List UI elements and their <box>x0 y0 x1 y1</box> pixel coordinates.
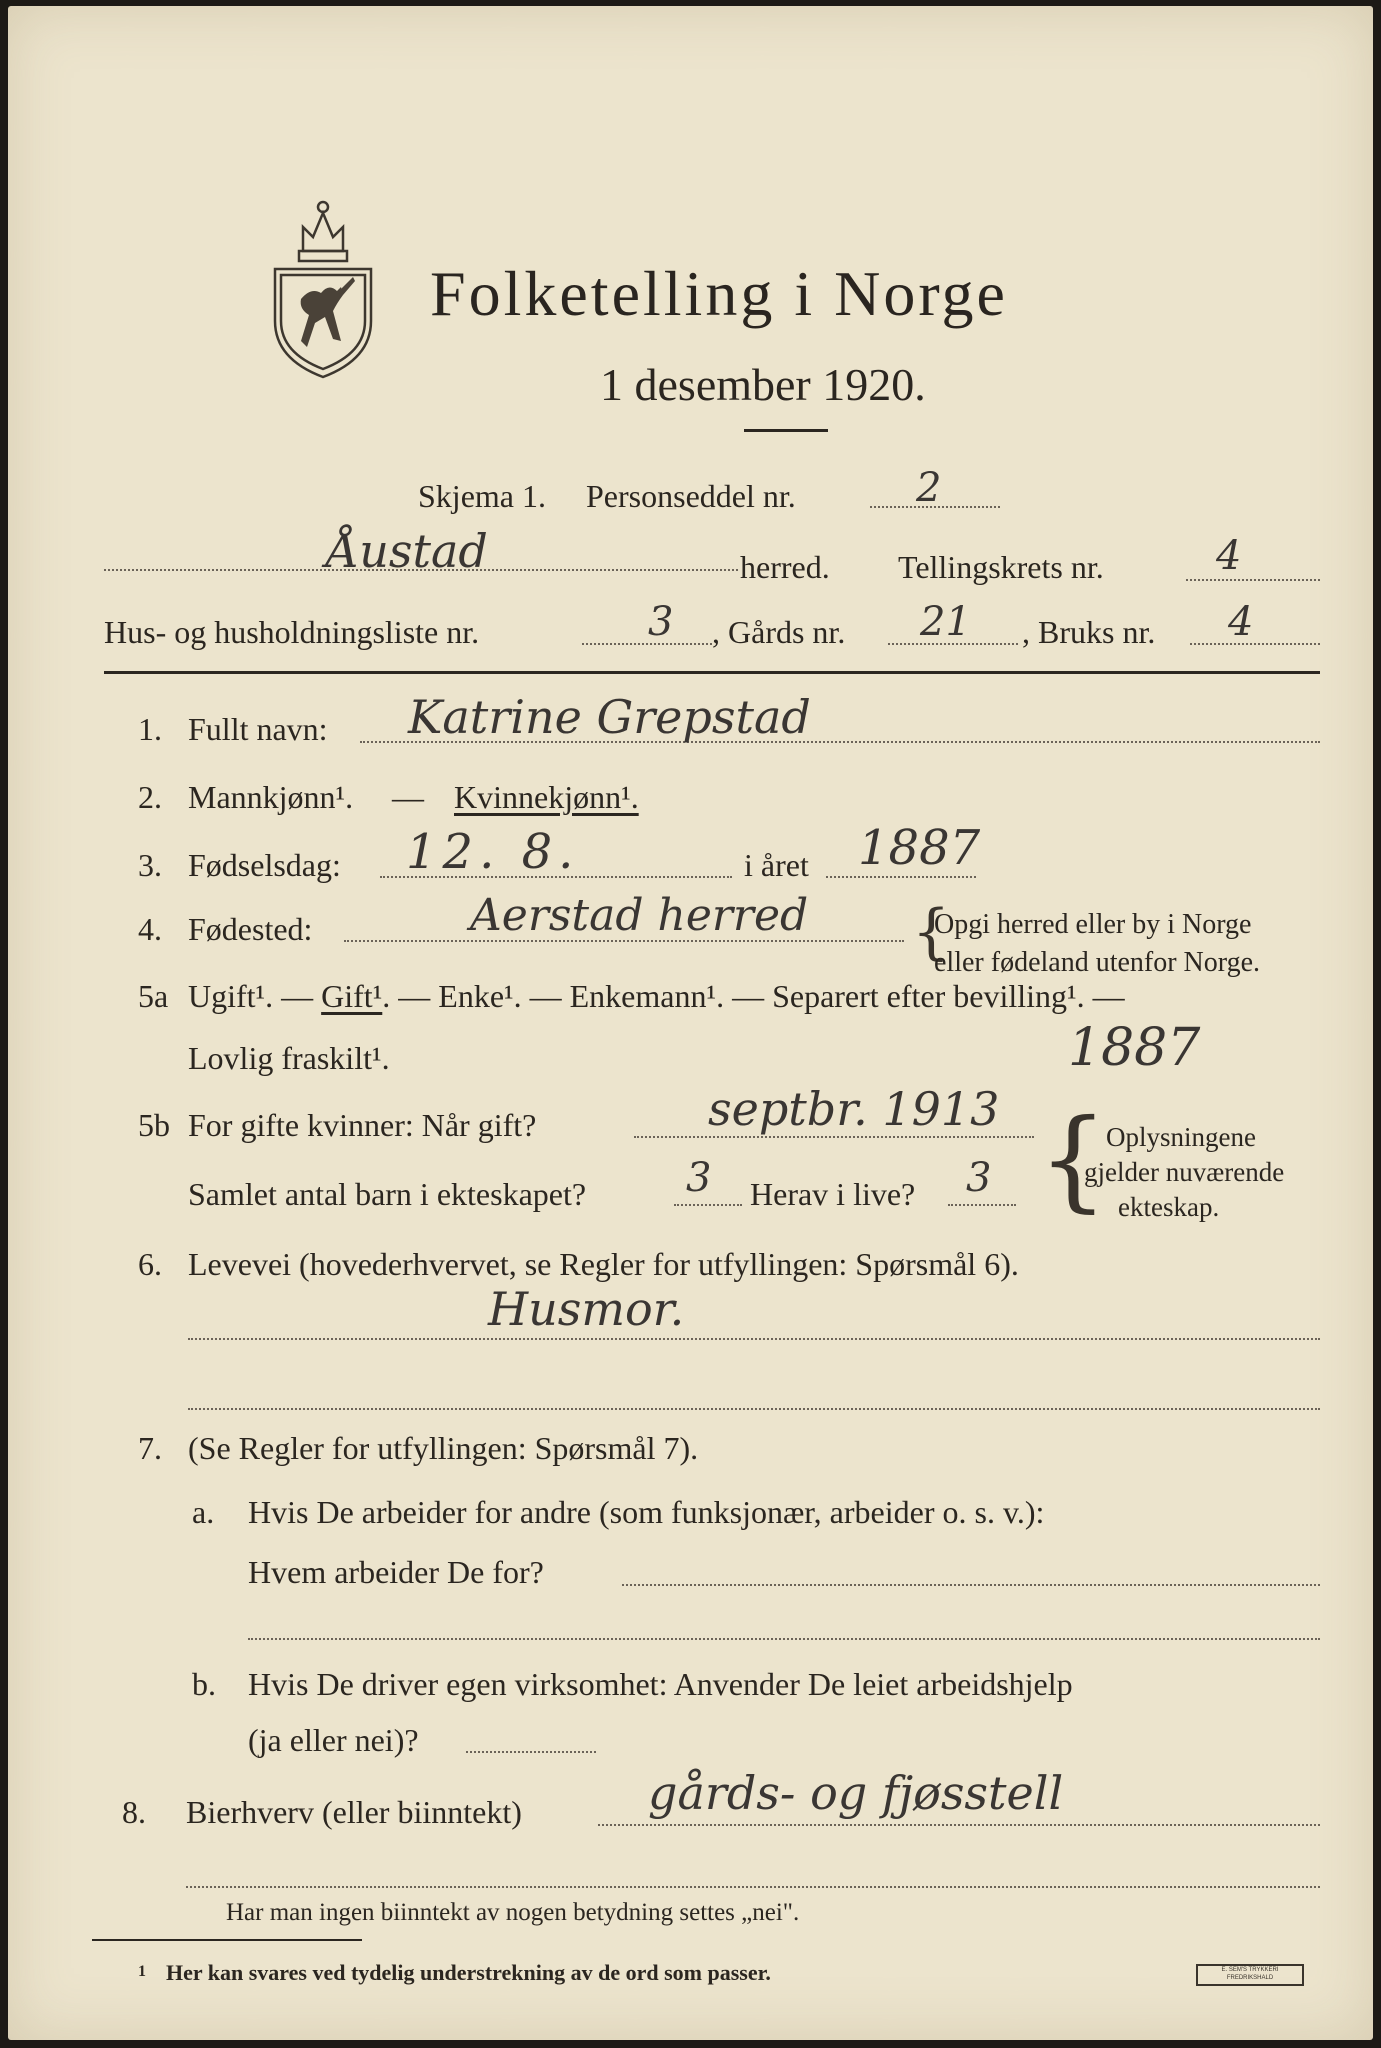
year-label: i året <box>744 847 809 883</box>
birthplace-note-line2: eller fødeland utenfor Norge. <box>934 947 1261 978</box>
census-form: Folketelling i Norge 1 desember 1920. Skjema 1. Personseddel nr. 2 Åustad herred. Tellingskrets nr. 4 Hus- og husholdningsliste nr. 3 , Gårds nr. 21 , Bruks nr. 4 1. Fullt navn: Katrine Grepstad 2. Mannkjønn¹. — Kvinnekjønn¹. 3. Fødselsdag: 12. 8. i året 1887 4. Fødested: Aerstad herred { Opgi herred eller by i Norge eller fødeland utenfor Norge. 5a Ugift¹. — Gift¹. — Enke¹. — Enkemann¹. — Separert efter bevilling¹. — Lovlig fraskilt¹. 1887 5b For gifte kvinner: Når gift? septbr. 1913 Samlet antal barn i ekteskapet? 3 Herav i live? 3 { Oplysningene gjelder nuværende ekteskap. 6. Levevei (hovederhvervet, se Regler for utfyllingen: Spørsmål 6). Husmor. 7. (Se Regler for utfyllingen: Spørsmål 7). a. Hvis De arbeider for andre (som funksjonær, arbeider o. s. v.): Hvem arbeider De for? b. Hvis De driver egen virksomhet: Anvender De leiet arbeidshjelp (ja eller nei)? 8. Bierhverv (eller biinntekt) gårds- og fjøsstell Har man ingen biinntekt av nogen betydning settes „nei". 1 Her kan svares ved tydelig understrekning av de ord som passer. E. SEM'S TRYKKERI FREDRIKSHALD <box>8 6 1373 2040</box>
q5b-number: 5b <box>138 1107 170 1143</box>
q2-number: 2. <box>138 779 162 815</box>
bruks-value: 4 <box>1228 599 1254 645</box>
q1-label: Fullt navn: <box>188 711 328 747</box>
gift-option-underlined: Gift¹ <box>321 978 383 1014</box>
civil-status-options: . — Enke¹. — Enkemann¹. — Separert efter bevilling¹. — <box>382 978 1125 1014</box>
q7-number: 7. <box>138 1430 162 1466</box>
form-title: Folketelling i Norge <box>430 258 1008 329</box>
census-date: 1 desember 1920. <box>600 359 926 410</box>
q8-number: 8. <box>122 1794 146 1830</box>
side-income-value: gårds- og fjøsstell <box>648 1766 1064 1820</box>
marriage-note-line2: gjelder nuværende <box>1084 1157 1285 1187</box>
marriage-note-line3: ekteskap. <box>1118 1192 1220 1222</box>
footnote-text: Her kan svares ved tydelig understrekning av de ord som passer. <box>166 1960 771 1985</box>
footnote-rule <box>92 1939 362 1941</box>
marriage-date-value: septbr. 1913 <box>708 1082 1000 1136</box>
side-income-label: Bierhverv (eller biinntekt) <box>186 1794 522 1830</box>
gards-label: , Gårds nr. <box>712 614 846 650</box>
q1-number: 1. <box>138 711 162 747</box>
male-option: Mannkjønn¹. <box>188 779 354 815</box>
birthdate-value: 12. 8. <box>406 824 580 880</box>
q7b-letter: b. <box>192 1666 216 1702</box>
q7-label: (Se Regler for utfyllingen: Spørsmål 7). <box>188 1430 699 1466</box>
marriage-note-line1: Oplysningene <box>1106 1122 1256 1152</box>
q6-number: 6. <box>138 1246 162 1282</box>
children-total-label: Samlet antal barn i ekteskapet? <box>188 1176 587 1212</box>
hired-help-label: (ja eller nei)? <box>248 1722 419 1758</box>
birthplace-label: Fødested: <box>188 911 313 947</box>
schema-label: Skjema 1. <box>418 478 546 514</box>
q4-number: 4. <box>138 911 162 947</box>
lovlig-fraskilt-option: Lovlig fraskilt¹. <box>188 1040 390 1076</box>
q7a-letter: a. <box>192 1494 215 1530</box>
q3-number: 3. <box>138 847 162 883</box>
female-option-underlined: Kvinnekjønn¹. <box>454 779 639 815</box>
occupation-label: Levevei (hovederhvervet, se Regler for utfyllingen: Spørsmål 6). <box>188 1246 1019 1282</box>
q5a-number: 5a <box>138 978 169 1014</box>
birthdate-label: Fødselsdag: <box>188 847 341 883</box>
personseddel-value: 2 <box>916 465 942 511</box>
personseddel-label: Personseddel nr. <box>586 478 796 514</box>
husholdningsliste-value: 3 <box>648 599 674 645</box>
bruks-label: , Bruks nr. <box>1022 614 1156 650</box>
gards-value: 21 <box>920 599 971 645</box>
birthplace-note-brace: { <box>912 897 951 967</box>
marriage-note-brace: { <box>1038 1095 1108 1223</box>
herred-value: Åustad <box>326 524 488 578</box>
printer-stamp: E. SEM'S TRYKKERI FREDRIKSHALD <box>1196 1964 1304 1986</box>
header-rule <box>104 671 1320 674</box>
birthplace-note-line1: Opgi herred eller by i Norge <box>934 909 1252 940</box>
q7a-text: Hvis De arbeider for andre (som funksjonær, arbeider o. s. v.): <box>248 1494 1045 1530</box>
children-total-value: 3 <box>686 1155 712 1201</box>
children-alive-value: 3 <box>966 1155 992 1201</box>
birthplace-value: Aerstad herred <box>470 890 809 941</box>
occupation-value: Husmor. <box>488 1282 685 1336</box>
tellingskrets-label: Tellingskrets nr. <box>898 549 1104 585</box>
tellingskrets-value: 4 <box>1216 533 1242 579</box>
title-divider <box>744 429 828 432</box>
children-alive-label: Herav i live? <box>750 1176 916 1212</box>
margin-note-year: 1887 <box>1068 1018 1201 1078</box>
birth-year-value: 1887 <box>858 820 981 876</box>
nei-instruction: Har man ingen biinntekt av nogen betydning settes „nei". <box>226 1899 800 1926</box>
herred-label: herred. <box>740 549 830 585</box>
husholdningsliste-label: Hus- og husholdningsliste nr. <box>104 614 480 650</box>
full-name-value: Katrine Grepstad <box>408 690 811 744</box>
ugift-option: Ugift¹. <box>188 978 274 1014</box>
marriage-date-label: For gifte kvinner: Når gift? <box>188 1107 537 1143</box>
norwegian-coat-of-arms <box>263 191 383 381</box>
footnote-mark: 1 <box>138 1963 146 1980</box>
gender-separator: — <box>392 779 424 815</box>
q7b-text: Hvis De driver egen virksomhet: Anvender De leiet arbeidshjelp <box>248 1666 1073 1702</box>
employer-label: Hvem arbeider De for? <box>248 1554 544 1590</box>
